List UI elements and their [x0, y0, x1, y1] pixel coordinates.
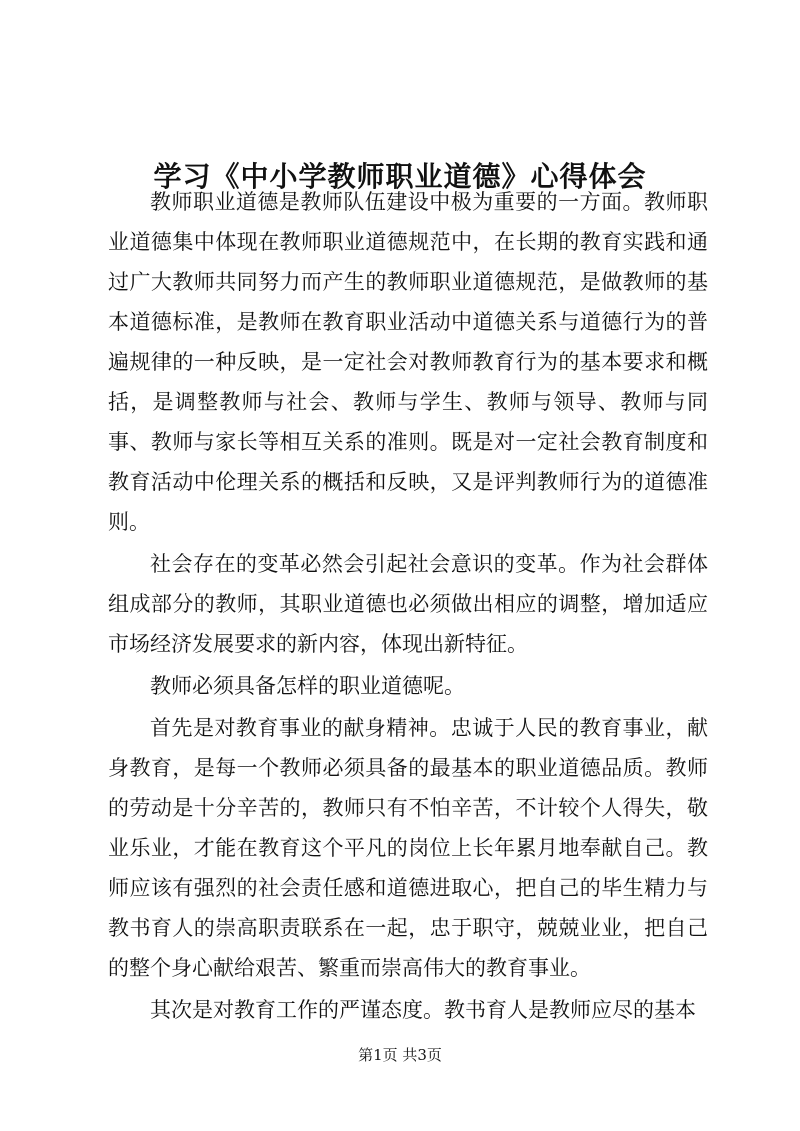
- paragraph: 首先是对教育事业的献身精神。忠诚于人民的教育事业，献身教育，是每一个教师必须具备的最基本的职业道德品质。教师的劳动是十分辛苦的，教师只有不怕辛苦，不计较个人得失，敬业乐业，才能在教育这个平凡的岗位上长年累月地奉献自己。教师应该有强烈的社会责任感和道德进取心，把自己的毕生精力与教书育人的崇高职责联系在一起，忠于职守，兢兢业业，把自己的整个身心献给艰苦、繁重而崇高伟大的教育事业。: [108, 716, 708, 980]
- document-title: 学习《中小学教师职业道德》心得体会: [153, 159, 647, 193]
- paragraph: 教师职业道德是教师队伍建设中极为重要的一方面。教师职业道德集中体现在教师职业道德规范中，在长期的教育实践和通过广大教师共同努力而产生的教师职业道德规范，是做教师的基本道德标准，是教师在教育职业活动中道德关系与道德行为的普遍规律的一种反映，是一定社会对教师教育行为的基本要求和概括，是调整教师与社会、教师与学生、教师与领导、教师与同事、教师与家长等相互关系的准则。既是对一定社会教育制度和教育活动中伦理关系的概括和反映，又是评判教师行为的道德准则。: [108, 190, 708, 534]
- paragraph: 社会存在的变革必然会引起社会意识的变革。作为社会群体组成部分的教师，其职业道德也必须做出相应的调整，增加适应市场经济发展要求的新内容，体现出新特征。: [108, 552, 708, 656]
- document-body: [108, 182, 708, 1032]
- page-number-footer: 第1页 共3页: [358, 1046, 442, 1064]
- paragraph: 其次是对教育工作的严谨态度。教书育人是教师应尽的基本: [150, 998, 696, 1022]
- paragraph: 教师必须具备怎样的职业道德呢。: [150, 674, 465, 698]
